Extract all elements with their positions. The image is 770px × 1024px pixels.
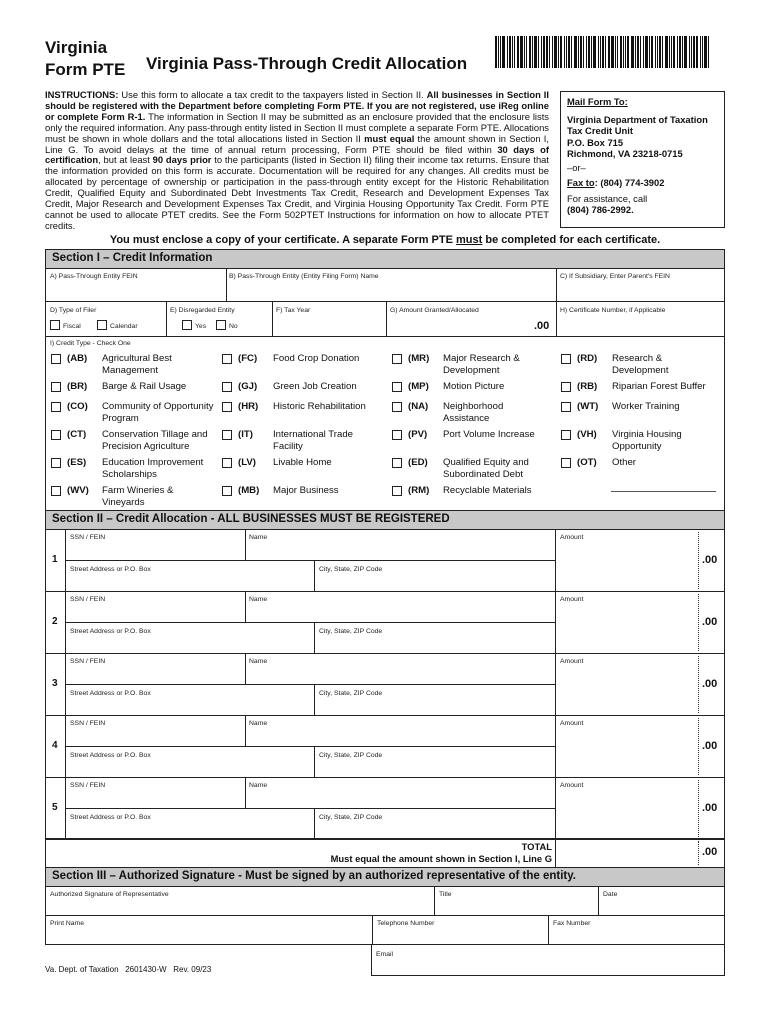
credit-type-code: (RD) [577, 353, 598, 364]
credit-type-desc: Historic Rehabilitation [273, 401, 366, 412]
credit-type-desc: Livable Home [273, 457, 332, 468]
credit-type-checkbox[interactable] [51, 402, 61, 412]
row-number: 4 [52, 740, 58, 751]
barcode-bar [682, 36, 683, 68]
barcode-bar [598, 36, 599, 68]
enclose-text: You must enclose a copy of your certificate. A separate Form PTE [109, 234, 457, 246]
barcode-bar [495, 36, 497, 68]
barcode-bar [534, 36, 537, 68]
enclose-notice [45, 234, 725, 246]
signature-label: Authorized Signature of Representative [50, 891, 169, 898]
barcode-bar [574, 36, 577, 68]
street-address-label: Street Address or P.O. Box [70, 814, 151, 821]
credit-type-code: (RM) [408, 485, 430, 496]
credit-type-label [612, 429, 682, 452]
credit-type-code: (PV) [408, 429, 428, 440]
credit-type-label [443, 457, 529, 480]
barcode-bar [552, 36, 553, 68]
credit-type-label [443, 353, 520, 376]
credit-type-desc: Qualified Equity and [443, 457, 529, 468]
label-e: E) Disregarded Entity [170, 307, 235, 314]
calendar-checkbox[interactable] [97, 320, 107, 330]
barcode-bar [564, 36, 565, 68]
barcode-bar [571, 36, 572, 68]
barcode-bar [520, 36, 523, 68]
state-name: Virginia [45, 38, 108, 57]
credit-type-code: (WT) [577, 401, 599, 412]
date-label: Date [603, 891, 618, 898]
instructions-text: , but at least [98, 154, 153, 166]
label-c: C) If Subsidiary, Enter Parent's FEIN [560, 273, 670, 280]
credit-type-code: (WV) [67, 485, 89, 496]
row-number: 3 [52, 678, 58, 689]
ssn-fein-label: SSN / FEIN [70, 782, 106, 789]
ssn-fein-label: SSN / FEIN [70, 596, 106, 603]
credit-type-label [443, 381, 504, 393]
instructions-bold: All businesses in Section II should be registered with the Department before completing Form PTE. If you are not registered, use iReg online or complete Form R-1. [45, 89, 549, 122]
credit-type-checkbox[interactable] [51, 458, 61, 468]
credit-type-checkbox[interactable] [222, 458, 232, 468]
credit-type-desc: Management [102, 364, 158, 376]
print-name-row [45, 915, 725, 945]
barcode-bar [662, 36, 663, 68]
fiscal-checkbox[interactable] [50, 320, 60, 330]
name-label: Name [249, 596, 268, 603]
credit-type-desc: Assistance [443, 412, 490, 424]
city-state-zip-label: City, State, ZIP Code [319, 690, 383, 697]
barcode-bar [600, 36, 601, 68]
credit-type-code: (VH) [577, 429, 597, 440]
allocation-row [45, 591, 725, 654]
credit-type-desc: Green Job Creation [273, 381, 357, 392]
instructions-text: Use this form to allocate a tax credit to the taxpayers listed in Section II. [118, 89, 427, 100]
barcode-bar [696, 36, 698, 68]
credit-type-desc: Virginia Housing [612, 429, 682, 440]
allocation-row [45, 777, 725, 840]
amount-g-cents: .00 [534, 320, 550, 332]
credit-type-box [45, 336, 725, 511]
mail-line1: Virginia Department of Taxation [567, 113, 708, 125]
title-label: Title [439, 891, 452, 898]
mail-line3: P.O. Box 715 [567, 136, 624, 148]
barcode-bar [673, 36, 675, 68]
barcode-bar [526, 36, 527, 68]
credit-type-desc: Worker Training [612, 401, 680, 412]
name-label: Name [249, 534, 268, 541]
barcode-bar [627, 36, 629, 68]
barcode-bar [659, 36, 661, 68]
credit-type-label [612, 457, 636, 469]
credit-type-desc: Precision Agriculture [102, 440, 190, 452]
yes-label: Yes [195, 323, 207, 330]
barcode-bar [512, 36, 513, 68]
total-row [45, 838, 725, 868]
amount-cents: .00 [702, 678, 718, 690]
barcode-bar [560, 36, 562, 68]
fiscal-label: Fiscal [63, 323, 81, 330]
form-title: Virginia Pass-Through Credit Allocation [146, 54, 468, 73]
fax-number: : (804) 774-3902 [594, 177, 665, 188]
enclose-must: must [456, 234, 483, 246]
allocation-row [45, 715, 725, 778]
label-a: A) Pass-Through Entity FEIN [50, 273, 138, 280]
section2-header: Section II – Credit Allocation - ALL BUSINESSES MUST BE REGISTERED [45, 510, 725, 530]
barcode-bar [625, 36, 626, 68]
credit-type-label [612, 401, 680, 413]
credit-type-label [102, 429, 208, 452]
credit-type-code: (AB) [67, 353, 88, 364]
credit-type-checkbox[interactable] [561, 402, 571, 412]
assist-text: For assistance, call [567, 192, 648, 204]
barcode-bar [514, 36, 515, 68]
barcode-bar [623, 36, 624, 68]
instructions [45, 90, 549, 232]
signature-row [45, 886, 725, 916]
credit-type-checkbox[interactable] [392, 354, 402, 364]
credit-type-label [443, 401, 503, 424]
credit-type-desc: Development [443, 364, 500, 376]
credit-type-code: (HR) [238, 401, 259, 412]
barcode-bar [538, 36, 539, 68]
credit-type-desc: Facility [273, 440, 303, 452]
instructions-bold: 90 days prior [152, 154, 212, 166]
barcode-bar [578, 36, 579, 68]
street-address-label: Street Address or P.O. Box [70, 566, 151, 573]
credit-type-checkbox[interactable] [51, 430, 61, 440]
credit-type-desc: Major Business [273, 485, 339, 496]
street-address-label: Street Address or P.O. Box [70, 690, 151, 697]
credit-type-desc: Conservation Tillage and [102, 429, 208, 440]
street-address-label: Street Address or P.O. Box [70, 628, 151, 635]
ssn-fein-label: SSN / FEIN [70, 534, 106, 541]
form-id: Form PTE [45, 60, 126, 79]
credit-type-checkbox[interactable] [392, 458, 402, 468]
barcode-bar [620, 36, 622, 68]
barcode-bar [602, 36, 604, 68]
barcode-bar [529, 36, 531, 68]
instructions-label: INSTRUCTIONS: [45, 89, 119, 100]
label-h: H) Certificate Number, if Applicable [560, 307, 666, 314]
fax-number-label: Fax Number [553, 920, 591, 927]
credit-type-desc: Education Improvement [102, 457, 204, 468]
credit-type-desc: Recyclable Materials [443, 485, 532, 496]
barcode-bar [649, 36, 650, 68]
credit-type-label [102, 381, 186, 393]
barcode-bar [605, 36, 606, 68]
instructions-text: to the participants (listed in Section II) filing their income tax returns. Ensure that the information provided on this form is accurate. Documentation will be required for any changes. All credits must be allocated by percentage of ownership or participation in the pass-through entity except for the Historic Rehabilitation Credit, Qualified Equity and Subordinated Debt Investments Tax Credit, Research and Development Expenses Tax Credit, Major Research and Development Expenses Tax Credit, and Virginia Housing Opportunity Tax Credit. Form PTE cannot be used to allocate PTET credits. See the Form 502PTET Instructions for information on how to allocate PTET credits. [45, 154, 549, 231]
allocation-row [45, 529, 725, 592]
barcode-bar [549, 36, 550, 68]
section3-header: Section III – Authorized Signature - Must be signed by an authorized representative of the entity. [45, 867, 725, 887]
credit-type-desc: Motion Picture [443, 381, 505, 392]
credit-type-code: (FC) [238, 353, 258, 364]
enclose-text: be completed for each certificate. [482, 234, 661, 246]
barcode-bar [554, 36, 557, 68]
barcode-bar [677, 36, 678, 68]
city-state-zip-label: City, State, ZIP Code [319, 752, 383, 759]
disregarded-no-checkbox[interactable] [216, 320, 226, 330]
amount-cents: .00 [702, 554, 718, 566]
barcode-bar [566, 36, 567, 68]
barcode-bar [689, 36, 690, 68]
assist-phone: (804) 786-2992. [567, 204, 634, 215]
credit-type-desc: Scholarships [102, 468, 157, 480]
amount-cents: .00 [702, 616, 718, 628]
section1-header: Section I – Credit Information [45, 249, 725, 269]
row-number: 5 [52, 802, 58, 813]
barcode-bar [631, 36, 634, 68]
section1-row1 [45, 268, 725, 302]
credit-type-label [102, 353, 172, 376]
credit-type-label [102, 485, 173, 508]
total-label: TOTAL [521, 841, 552, 852]
barcode-bar [651, 36, 653, 68]
credit-type-checkbox[interactable] [222, 354, 232, 364]
credit-type-code: (MP) [408, 381, 429, 392]
credit-type-label [273, 457, 332, 469]
credit-type-label [102, 401, 213, 424]
credit-type-desc: Development [612, 364, 669, 376]
mail-line4: Richmond, VA 23218-0715 [567, 148, 683, 159]
name-label: Name [249, 720, 268, 727]
credit-type-label [443, 485, 532, 497]
credit-type-code: (RB) [577, 381, 598, 392]
label-d: D) Type of Filer [50, 307, 97, 314]
credit-type-code: (MB) [238, 485, 260, 496]
barcode-bar [517, 36, 519, 68]
barcode-bar [665, 36, 668, 68]
credit-type-label [273, 429, 353, 452]
instructions-text: the amount shown in Section I, Line G. To avoid delays at the time of annual return processing, Form PTE should be filed within [45, 132, 549, 155]
barcode-bar [588, 36, 590, 68]
other-line [611, 491, 716, 492]
credit-type-desc: Agricultural Best [102, 353, 172, 364]
name-label: Name [249, 782, 268, 789]
credit-type-code: (OT) [577, 457, 597, 468]
credit-type-checkbox[interactable] [222, 430, 232, 440]
credit-type-desc: Farm Wineries & [102, 485, 174, 496]
barcode-bar [645, 36, 648, 68]
label-g: G) Amount Granted/Allocated [390, 307, 479, 314]
credit-type-desc: Research & [612, 353, 663, 364]
instructions-bold: 30 days of certification [45, 143, 549, 166]
credit-type-desc: Food Crop Donation [273, 353, 360, 364]
barcode-bar [507, 36, 508, 68]
credit-type-desc: Opportunity [612, 440, 662, 452]
credit-type-checkbox[interactable] [392, 486, 402, 496]
allocation-row [45, 653, 725, 716]
label-i: I) Credit Type - Check One [50, 340, 131, 347]
barcode-bar [558, 36, 559, 68]
mail-or: –or– [567, 161, 586, 173]
barcode-bar [615, 36, 616, 68]
credit-type-desc: International Trade [273, 429, 354, 440]
credit-type-label [273, 381, 357, 393]
print-name-label: Print Name [50, 920, 84, 927]
amount-label: Amount [560, 782, 584, 789]
amount-label: Amount [560, 720, 584, 727]
credit-type-label [273, 401, 366, 413]
amount-label: Amount [560, 596, 584, 603]
barcode-bar [541, 36, 542, 68]
label-b: B) Pass-Through Entity (Entity Filing Form) Name [229, 273, 379, 280]
barcode-bar [583, 36, 584, 68]
credit-type-label [273, 485, 339, 497]
barcode-bar [708, 36, 709, 68]
credit-type-desc: Community of Opportunity [102, 401, 214, 412]
barcode-bar [500, 36, 501, 68]
email-label: Email [376, 951, 393, 958]
ssn-fein-label: SSN / FEIN [70, 720, 106, 727]
barcode-bar [546, 36, 548, 68]
credit-type-checkbox[interactable] [561, 382, 571, 392]
credit-type-code: (BR) [67, 381, 88, 392]
credit-type-checkbox[interactable] [561, 354, 571, 364]
barcode-bar [543, 36, 545, 68]
barcode-bar [502, 36, 505, 68]
credit-type-desc: Barge & Rail Usage [102, 381, 187, 392]
credit-type-code: (CO) [67, 401, 88, 412]
credit-type-code: (MR) [408, 353, 430, 364]
credit-type-checkbox[interactable] [51, 382, 61, 392]
barcode-bar [580, 36, 582, 68]
barcode-bar [702, 36, 703, 68]
credit-type-checkbox[interactable] [222, 382, 232, 392]
barcode-bar [684, 36, 687, 68]
no-label: No [229, 323, 238, 330]
credit-type-checkbox[interactable] [561, 458, 571, 468]
barcode-bar [524, 36, 525, 68]
credit-type-desc: Subordinated Debt [443, 468, 524, 480]
mail-heading: Mail Form To: [567, 96, 628, 107]
amount-cents: .00 [702, 740, 718, 752]
barcode-bar [669, 36, 670, 68]
email-box [371, 944, 725, 976]
label-f: F) Tax Year [276, 307, 311, 314]
credit-type-checkbox[interactable] [222, 486, 232, 496]
barcode-bar [532, 36, 533, 68]
street-address-label: Street Address or P.O. Box [70, 752, 151, 759]
amount-cents: .00 [702, 802, 718, 814]
total-cents: .00 [702, 846, 718, 858]
mail-box [560, 91, 725, 228]
credit-type-code: (ED) [408, 457, 428, 468]
barcode-bar [640, 36, 641, 68]
barcode-bar [586, 36, 587, 68]
barcode-bar [568, 36, 570, 68]
name-label: Name [249, 658, 268, 665]
barcode-bar [691, 36, 692, 68]
ssn-fein-label: SSN / FEIN [70, 658, 106, 665]
city-state-zip-label: City, State, ZIP Code [319, 566, 383, 573]
barcode [495, 36, 725, 68]
fax-label: Fax to [567, 177, 595, 188]
barcode-bar [643, 36, 644, 68]
total-note: Must equal the amount shown in Section I, Line G [330, 853, 552, 864]
credit-type-label [612, 353, 669, 376]
credit-type-desc: Major Research & [443, 353, 520, 364]
section1-row2 [45, 301, 725, 337]
barcode-bar [693, 36, 695, 68]
disregarded-yes-checkbox[interactable] [182, 320, 192, 330]
amount-label: Amount [560, 658, 584, 665]
credit-type-checkbox[interactable] [51, 486, 61, 496]
city-state-zip-label: City, State, ZIP Code [319, 814, 383, 821]
barcode-bar [498, 36, 499, 68]
barcode-bar [617, 36, 618, 68]
barcode-bar [611, 36, 614, 68]
credit-type-label [102, 457, 203, 480]
barcode-bar [635, 36, 636, 68]
credit-type-checkbox[interactable] [392, 430, 402, 440]
barcode-bar [509, 36, 511, 68]
credit-type-checkbox[interactable] [561, 430, 571, 440]
row-number: 1 [52, 554, 58, 565]
barcode-bar [655, 36, 656, 68]
credit-type-code: (NA) [408, 401, 429, 412]
credit-type-checkbox[interactable] [51, 354, 61, 364]
allocation-table [45, 529, 725, 839]
barcode-bar [593, 36, 596, 68]
barcode-bar [704, 36, 707, 68]
credit-type-desc: Riparian Forest Buffer [612, 381, 706, 392]
credit-type-desc: Port Volume Increase [443, 429, 535, 440]
barcode-bar [591, 36, 592, 68]
barcode-bar [700, 36, 701, 68]
credit-type-checkbox[interactable] [392, 382, 402, 392]
instructions-bold: must equal [364, 132, 415, 144]
barcode-bar [608, 36, 610, 68]
credit-type-code: (LV) [238, 457, 256, 468]
barcode-bar [671, 36, 672, 68]
credit-type-label [443, 429, 535, 441]
credit-type-code: (IT) [238, 429, 253, 440]
instructions-text: The information in Section II may be submitted as an enclosure provided that the enclosure lists only the required information. Any pass-through entity listed in Section II must complete a separate Form PTE. Allocations must be shown in whole dollars and the total allocations listed in Section II [45, 110, 549, 144]
credit-type-desc: Program [102, 412, 139, 424]
barcode-bar [679, 36, 681, 68]
credit-type-code: (ES) [67, 457, 87, 468]
credit-type-code: (GJ) [238, 381, 258, 392]
barcode-bar [637, 36, 639, 68]
credit-type-desc: Other [612, 457, 636, 468]
credit-type-label [612, 381, 706, 393]
amount-label: Amount [560, 534, 584, 541]
credit-type-desc: Neighborhood [443, 401, 504, 412]
mail-line2: Tax Credit Unit [567, 125, 633, 136]
barcode-bar [657, 36, 658, 68]
footer-text: Va. Dept. of Taxation 2601430-W Rev. 09/23 [45, 965, 212, 974]
credit-type-checkbox[interactable] [222, 402, 232, 412]
calendar-label: Calendar [110, 323, 138, 330]
city-state-zip-label: City, State, ZIP Code [319, 628, 383, 635]
row-number: 2 [52, 616, 58, 627]
credit-type-checkbox[interactable] [392, 402, 402, 412]
credit-type-code: (CT) [67, 429, 87, 440]
telephone-label: Telephone Number [377, 920, 435, 927]
credit-type-desc: Vineyards [102, 496, 145, 508]
credit-type-label [273, 353, 359, 365]
